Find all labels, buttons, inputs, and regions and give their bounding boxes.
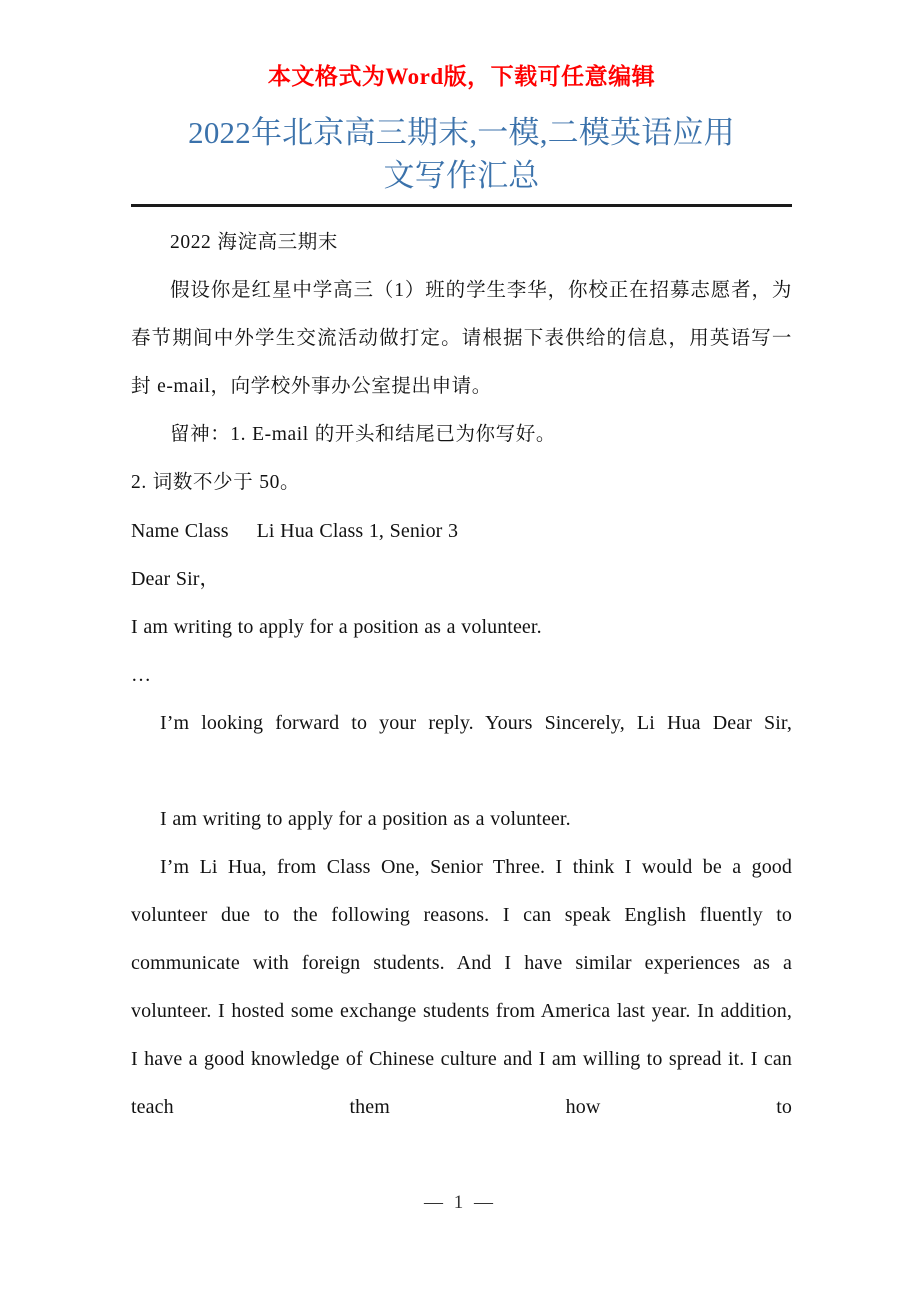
opening-sentence-first: I am writing to apply for a position as a volunteer. [131, 616, 542, 638]
essay-body: I’m Li Hua, from Class One, Senior Three. I think I would be a good volunteer due to the following reasons. I can speak English fluently to communicate with foreign students. And I have similar experiences as a volunteer. I hosted some exchange students from America last year. In addition, I have a good knowledge of Chinese culture and I am willing to spread it. I can teach them how to [131, 856, 792, 1118]
info-table-row [131, 507, 792, 555]
source-label: 2022 海淀高三期末 [170, 232, 338, 253]
page-title-line-1: 2022年北京高三期末,一模,二模英语应用 [188, 115, 735, 150]
page-title-line-2: 文写作汇总 [383, 158, 540, 193]
body-text [131, 219, 792, 1179]
info-table-value: Li Hua Class 1, Senior 3 [256, 520, 459, 542]
page-content [131, 0, 792, 1179]
info-table-label: Name Class [131, 520, 229, 542]
word-format-banner: 本文格式为Word版，下载可任意编辑 [267, 64, 656, 89]
ellipsis-line: … [131, 664, 152, 686]
page-title [131, 111, 792, 197]
page-number-footer: — 1 — [424, 1192, 496, 1213]
opening-sentence-second: I am writing to apply for a position as a volunteer. [160, 808, 571, 830]
salutation-first: Dear Sir， [131, 568, 220, 590]
note-line-2: 2. 词数不少于 50。 [131, 472, 301, 493]
note-line-1: 留神：1. E-mail 的开头和结尾已为你写好。 [170, 424, 556, 445]
title-divider [131, 204, 792, 207]
closing-and-salutation: I’m looking forward to your reply. Yours Sincerely, Li Hua Dear Sir, [160, 712, 792, 734]
task-prompt: 假设你是红星中学高三（1）班的学生李华，你校正在招募志愿者，为春节期间中外学生交流活动做打定。请根据下表供给的信息，用英语写一封 e-mail，向学校外事办公室提出申请。 [131, 280, 792, 397]
